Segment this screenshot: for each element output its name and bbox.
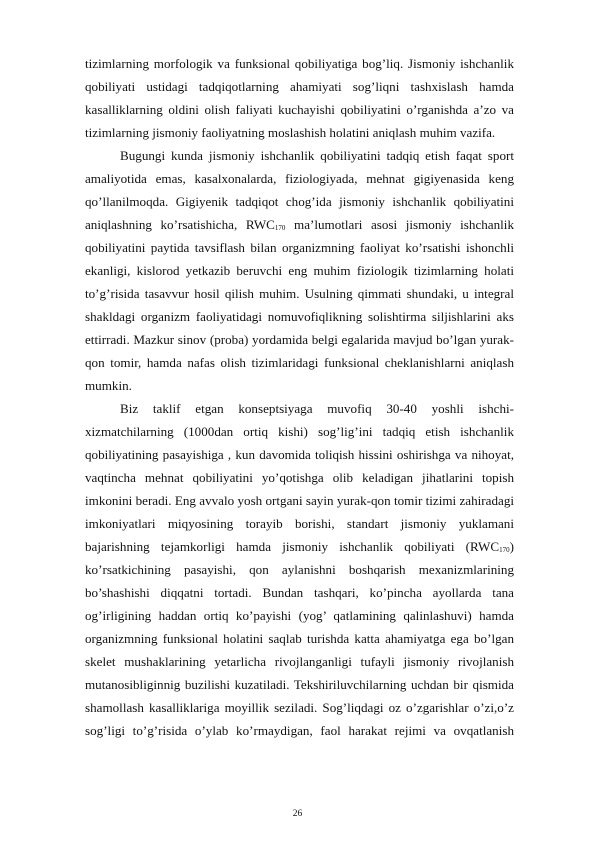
text-line: sog’ligi to’g’risida o’ylab ko’rmaydigan, faol harakat rejimi va ovqatlanish	[85, 723, 514, 738]
text-line: xizmatchilarning (1000dan ortiq kishi) sog’lig’ini tadqiq etish ishchanlik	[85, 424, 514, 439]
text-line: imkonini beradi. Eng avvalo yosh ortgani sayin yurak-qon tomir tizimi zahiradagi	[85, 493, 514, 508]
text-line: qon tomir, hamda nafas olish tizimlaridagi funksional cheklanishlarni aniqlash	[85, 355, 514, 370]
text-line: ko’rsatkichining pasayishi, qon aylanishni boshqarish mexanizmlarining	[85, 562, 514, 577]
page-number: 26	[292, 809, 303, 819]
text-line: shamollash kasalliklariga moyillik seziladi. Sog’liqdagi oz o’zgarishlar o’zi,o’z	[85, 700, 514, 715]
text-line: qobiliyatining pasayishiga , kun davomida toliqish hissini oshirishga va nihoyat,	[85, 447, 514, 462]
subscript: 170	[499, 546, 510, 554]
text-line: qo’llanilmoqda. Gigiyenik tadqiqot chog’ida jismoniy ishchanlik qobiliyatini	[85, 194, 514, 209]
text-line: amaliyotida emas, kasalxonalarda, fiziologiyada, mehnat gigiyenasida keng	[85, 171, 514, 186]
text-line: tizimlarning morfologik va funksional qobiliyatiga bog’liq. Jismoniy ishchanlik	[85, 56, 514, 71]
text-line: tizimlarning jismoniy faoliyatning moslashish holatini aniqlash muhim vazifa.	[85, 125, 496, 140]
text-line: skelet mushaklarining yetarlicha rivojlanganligi tufayli jismoniy rivojlanish	[85, 654, 514, 669]
subscript: 170	[274, 224, 286, 232]
text-line: shakldagi organizm faoliyatidagi nomuvofiqlikning solishtirma siljishlarini aks	[85, 309, 514, 324]
text-line: kasalliklarning oldini olish faliyati kuchayishi qobiliyatini o’rganishda a’zo va	[85, 102, 514, 117]
text-line: bo’shashishi diqqatni tortadi. Bundan tashqari, ko’pincha ayollarda tana	[85, 585, 514, 600]
text-line: vaqtincha mehnat qobiliyatini yo’qotishga olib keladigan jihatlarini topish	[85, 470, 514, 485]
text-line: aniqlashning ko’rsatishicha, $RWC_{170}$ ma’lumotlari asosi jismoniy ishchanlik	[85, 217, 514, 232]
text-line: qobiliyatini paytida tavsiflash bilan organizmning faoliyat ko’rsatishi ishonchli	[85, 240, 514, 255]
text-line: imkoniyatlari miqyosining torayib borishi, standart jismoniy yuklamani	[85, 516, 514, 531]
document-body	[85, 52, 514, 742]
text-line: og’irligining haddan ortiq ko’payishi (yog’ qatlamining qalinlashuvi) hamda	[85, 608, 514, 623]
text-line: organizmning funksional holatini saqlab turishda katta ahamiyatga ega bo’lgan	[85, 631, 514, 646]
text-line: qobiliyati ustidagi tadqiqotlarning ahamiyati sog’liqni tashxislash hamda	[85, 79, 514, 94]
text-line: mutanosibliginnig buzilishi kuzatiladi. Tekshiriluvchilarning uchdan bir qismida	[85, 677, 514, 692]
text-line: Bugungi kunda jismoniy ishchanlik qobiliyatini tadqiq etish faqat sport	[120, 148, 514, 163]
text-line: ettirradi. Mazkur sinov (proba) yordamida belgi egalarida mavjud bo’lgan yurak-	[85, 332, 514, 347]
text-line: bajarishning tejamkorligi hamda jismoniy ishchanlik qobiliyati $(RWC_{170})$	[85, 539, 514, 554]
text-line: Biz taklif etgan konseptsiyaga muvofiq 30-40 yoshli ishchi-	[120, 401, 514, 416]
text-line: to’g’risida tasavvur hosil qilish muhim. Usulning qimmati shundaki, u integral	[85, 286, 514, 301]
text-line: mumkin.	[85, 378, 132, 393]
text-line: ekanligi, kislorod yetkazib beruvchi eng muhim fiziologik tizimlarning holati	[85, 263, 514, 278]
